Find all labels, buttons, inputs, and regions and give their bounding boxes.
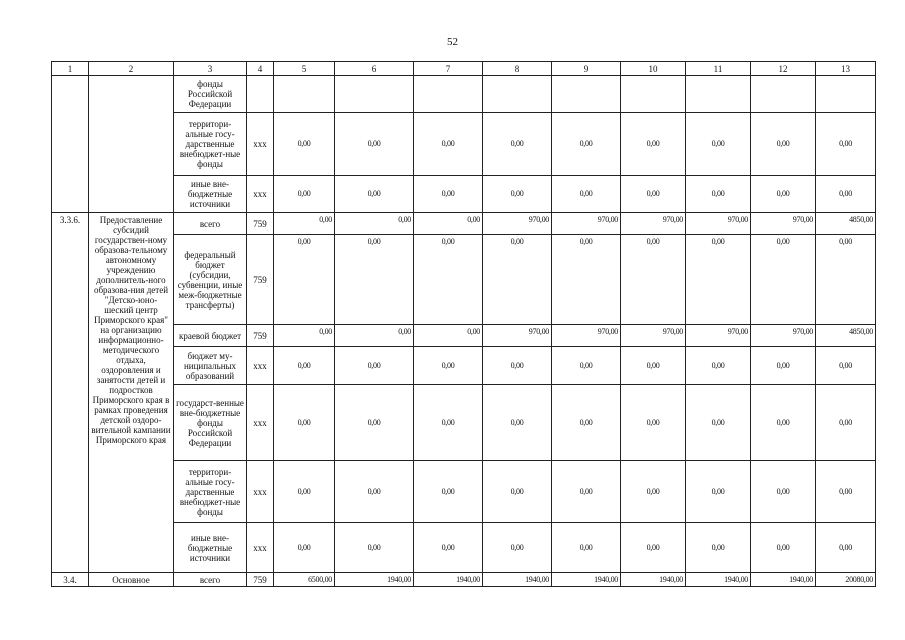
value-cell: 0,00: [686, 461, 751, 523]
value-cell: 970,00: [751, 213, 816, 235]
funding-source-cell: федеральный бюджет (субсидии, субвенции, иные меж-бюджетные трансферты): [174, 235, 247, 325]
page-number: 52: [447, 36, 458, 48]
value-cell: 0,00: [751, 523, 816, 573]
value-cell: 0,00: [483, 385, 552, 461]
value-cell: 0,00: [621, 176, 686, 213]
funding-source-cell: бюджет му-ниципальных образований: [174, 347, 247, 385]
value-cell: [686, 76, 751, 113]
value-cell: 0,00: [414, 461, 483, 523]
value-cell: 0,00: [751, 385, 816, 461]
value-cell: 0,00: [414, 113, 483, 176]
value-cell: 0,00: [483, 113, 552, 176]
header-cell: 7: [414, 62, 483, 76]
value-cell: 0,00: [686, 347, 751, 385]
value-cell: 0,00: [816, 461, 876, 523]
value-cell: 0,00: [274, 523, 335, 573]
value-cell: 0,00: [751, 461, 816, 523]
value-cell: 0,00: [274, 385, 335, 461]
header-cell: 4: [247, 62, 274, 76]
value-cell: 4850,00: [816, 325, 876, 347]
funding-source-cell: иные вне-бюджетные источники: [174, 176, 247, 213]
value-cell: 0,00: [414, 176, 483, 213]
budget-table: [51, 61, 876, 587]
funding-source-cell: территори-альные госу-дарственные внебюджет-ные фонды: [174, 113, 247, 176]
value-cell: 1940,00: [621, 573, 686, 587]
value-cell: 0,00: [686, 176, 751, 213]
header-cell: 11: [686, 62, 751, 76]
funding-source-cell: фонды Российской Федерации: [174, 76, 247, 113]
value-cell: 0,00: [751, 113, 816, 176]
code-cell: 759: [247, 573, 274, 587]
value-cell: 970,00: [552, 325, 621, 347]
value-cell: 4850,00: [816, 213, 876, 235]
funding-source-cell: государст-венные вне-бюджетные фонды Российской Федерации: [174, 385, 247, 461]
value-cell: 0,00: [335, 461, 414, 523]
funding-source-cell: иные вне-бюджетные источники: [174, 523, 247, 573]
value-cell: 0,00: [335, 385, 414, 461]
value-cell: 0,00: [751, 347, 816, 385]
value-cell: 0,00: [483, 176, 552, 213]
table-row: [52, 385, 876, 461]
value-cell: 0,00: [816, 385, 876, 461]
value-cell: 0,00: [414, 235, 483, 325]
value-cell: 0,00: [816, 523, 876, 573]
value-cell: 0,00: [414, 347, 483, 385]
value-cell: 0,00: [274, 176, 335, 213]
value-cell: 0,00: [686, 523, 751, 573]
item-number-cell: 3.4.: [52, 573, 89, 587]
value-cell: [414, 76, 483, 113]
value-cell: [335, 76, 414, 113]
header-row: [52, 62, 876, 76]
funding-source-cell: краевой бюджет: [174, 325, 247, 347]
item-number-cell: 3.3.6.: [52, 213, 89, 573]
item-name-cell: [89, 76, 174, 213]
value-cell: 20080,00: [816, 573, 876, 587]
value-cell: [751, 76, 816, 113]
value-cell: 970,00: [686, 325, 751, 347]
value-cell: 1940,00: [483, 573, 552, 587]
value-cell: [552, 76, 621, 113]
value-cell: [621, 76, 686, 113]
value-cell: 0,00: [751, 176, 816, 213]
value-cell: 0,00: [414, 523, 483, 573]
code-cell: ххх: [247, 461, 274, 523]
value-cell: 0,00: [274, 113, 335, 176]
value-cell: 0,00: [552, 523, 621, 573]
value-cell: 0,00: [552, 176, 621, 213]
header-cell: 2: [89, 62, 174, 76]
value-cell: 1940,00: [335, 573, 414, 587]
value-cell: 0,00: [274, 325, 335, 347]
funding-source-cell: всего: [174, 213, 247, 235]
code-cell: ххх: [247, 347, 274, 385]
header-cell: 13: [816, 62, 876, 76]
funding-source-cell: всего: [174, 573, 247, 587]
value-cell: 0,00: [552, 113, 621, 176]
value-cell: 0,00: [335, 213, 414, 235]
header-cell: 12: [751, 62, 816, 76]
value-cell: 0,00: [552, 235, 621, 325]
header-cell: 8: [483, 62, 552, 76]
value-cell: 970,00: [621, 213, 686, 235]
funding-source-cell: территори-альные госу-дарственные внебюджет-ные фонды: [174, 461, 247, 523]
value-cell: 0,00: [483, 461, 552, 523]
value-cell: 0,00: [274, 213, 335, 235]
code-cell: ххх: [247, 113, 274, 176]
value-cell: 0,00: [483, 523, 552, 573]
value-cell: 1940,00: [414, 573, 483, 587]
table-row: [52, 213, 876, 235]
code-cell: 759: [247, 213, 274, 235]
value-cell: 0,00: [414, 385, 483, 461]
value-cell: 0,00: [751, 235, 816, 325]
table-row: [52, 176, 876, 213]
code-cell: ххх: [247, 176, 274, 213]
value-cell: 970,00: [552, 213, 621, 235]
value-cell: 0,00: [274, 235, 335, 325]
value-cell: 0,00: [335, 235, 414, 325]
code-cell: ххх: [247, 385, 274, 461]
table-row: [52, 461, 876, 523]
value-cell: [816, 76, 876, 113]
header-cell: 6: [335, 62, 414, 76]
value-cell: 0,00: [335, 325, 414, 347]
header-cell: 10: [621, 62, 686, 76]
code-cell: [247, 76, 274, 113]
header-cell: 5: [274, 62, 335, 76]
table-row: [52, 76, 876, 113]
code-cell: ххх: [247, 523, 274, 573]
table-row: [52, 113, 876, 176]
table-row: [52, 523, 876, 573]
value-cell: 0,00: [335, 347, 414, 385]
value-cell: 0,00: [414, 213, 483, 235]
table-row: [52, 235, 876, 325]
value-cell: 0,00: [274, 461, 335, 523]
value-cell: 0,00: [816, 176, 876, 213]
value-cell: 1940,00: [552, 573, 621, 587]
value-cell: 970,00: [483, 213, 552, 235]
header-cell: 3: [174, 62, 247, 76]
value-cell: 1940,00: [751, 573, 816, 587]
value-cell: 0,00: [552, 385, 621, 461]
value-cell: 0,00: [552, 347, 621, 385]
value-cell: 970,00: [751, 325, 816, 347]
table-row: [52, 347, 876, 385]
item-number-cell: [52, 76, 89, 213]
value-cell: 0,00: [621, 113, 686, 176]
value-cell: 1940,00: [686, 573, 751, 587]
value-cell: 0,00: [335, 176, 414, 213]
table-row: [52, 325, 876, 347]
value-cell: 0,00: [686, 113, 751, 176]
value-cell: 0,00: [686, 235, 751, 325]
value-cell: 0,00: [621, 385, 686, 461]
value-cell: 0,00: [552, 461, 621, 523]
value-cell: 0,00: [816, 113, 876, 176]
value-cell: 0,00: [686, 385, 751, 461]
value-cell: [274, 76, 335, 113]
value-cell: 0,00: [621, 461, 686, 523]
value-cell: 970,00: [483, 325, 552, 347]
value-cell: 0,00: [335, 523, 414, 573]
item-name-cell: Основное: [89, 573, 174, 587]
value-cell: 0,00: [816, 235, 876, 325]
value-cell: 0,00: [483, 235, 552, 325]
value-cell: 970,00: [686, 213, 751, 235]
value-cell: 0,00: [621, 347, 686, 385]
table-row: [52, 573, 876, 587]
value-cell: 0,00: [621, 235, 686, 325]
value-cell: [483, 76, 552, 113]
value-cell: 0,00: [414, 325, 483, 347]
value-cell: 0,00: [621, 523, 686, 573]
item-name-cell: Предоставление субсидий государствен-ному образова-тельному автономному учреждению дополнитель-ного образова-ния детей "Детско-юно-шеский центр Приморского края" на организацию информационно-методического отдыха, оздоровления и занятости детей и подростков Приморского края в рамках проведения детской оздоро-вительной кампании Приморского края: [89, 213, 174, 573]
header-cell: 9: [552, 62, 621, 76]
value-cell: 6500,00: [274, 573, 335, 587]
value-cell: 0,00: [816, 347, 876, 385]
code-cell: 759: [247, 325, 274, 347]
header-cell: 1: [52, 62, 89, 76]
value-cell: 0,00: [483, 347, 552, 385]
value-cell: 970,00: [621, 325, 686, 347]
value-cell: 0,00: [274, 347, 335, 385]
code-cell: 759: [247, 235, 274, 325]
value-cell: 0,00: [335, 113, 414, 176]
